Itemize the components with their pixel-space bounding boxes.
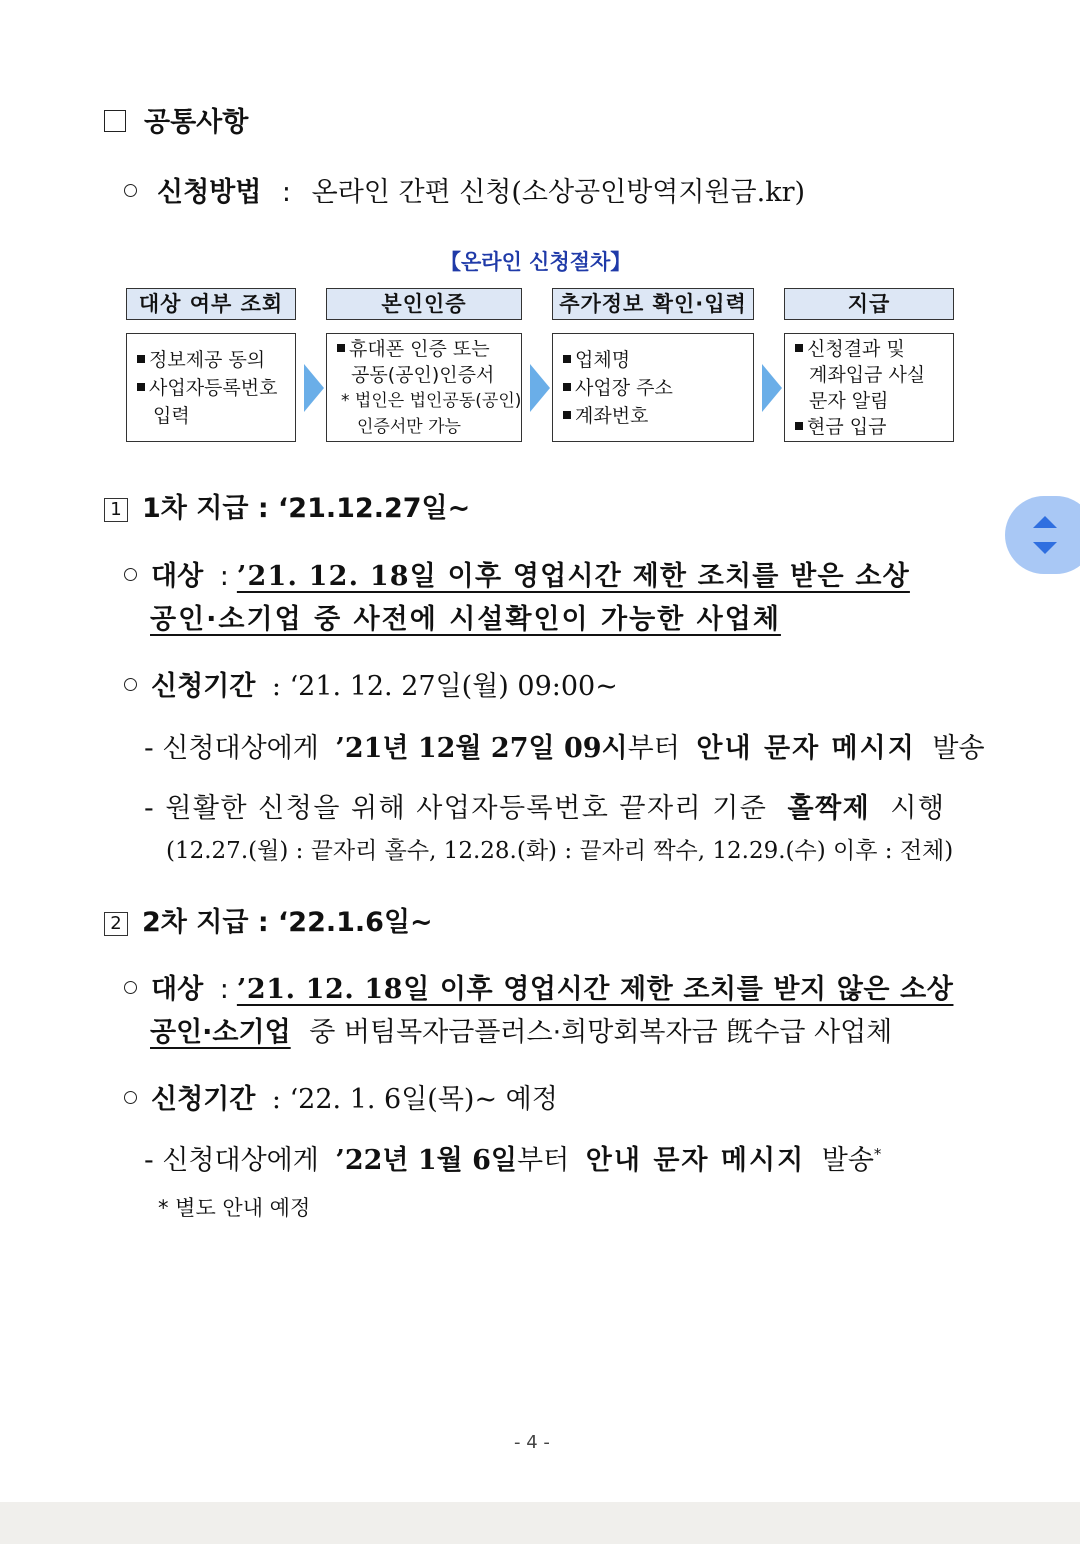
step-box-4 [784,333,954,442]
step-box-1 [126,333,296,442]
first-note2-line2: (12.27.(월) : 끝자리 홀수, 12.28.(화) : 끝자리 짝수, 12.29.(수) 이후 : 전체) [166,838,954,864]
step-box-2 [326,333,522,442]
step-header-1: 대상 여부 조회 [126,288,296,320]
circle-bullet-icon [124,678,137,691]
second-footnote: * 별도 안내 예정 [158,1196,311,1220]
first-target-line2: 공인·소기업 중 사전에 시설확인이 가능한 사업체 [150,604,781,635]
first-target-label: 대상 [151,561,204,592]
list-item: 계좌번호 [563,402,747,430]
up-down-arrows-icon [1015,496,1075,574]
method-line [124,170,805,209]
list-item: 휴대폰 인증 또는 [337,336,515,362]
arrow-right-icon [304,364,324,412]
square-bullet-icon [795,344,803,352]
second-target-line1: 대상 : ’21. 12. 18일 이후 영업시간 제한 조치를 받지 않은 소상 [124,967,953,1006]
first-period-line [124,664,618,703]
second-payment-title: 2차 지급 : ‘22.1.6일~ [142,907,433,938]
square-bullet-icon [137,355,145,363]
first-target-text-1: ’21. 12. 18일 이후 영업시간 제한 조치를 받은 소상 [236,561,910,592]
list-item: 계좌입금 사실 [809,364,926,386]
second-note1: - 신청대상에게 ’22년 1월 6일부터 안내 문자 메시지 발송* [144,1145,882,1176]
square-bullet-icon [337,344,345,352]
list-item: 사업장 주소 [563,374,747,402]
first-note2: - 원활한 신청을 위해 사업자등록번호 끝자리 기준 홀짝제 시행 [144,793,946,824]
second-period-label: 신청기간 [151,1084,256,1115]
section-common-title: 공통사항 [144,107,249,138]
first-period-label: 신청기간 [151,671,256,702]
arrow-right-icon [530,364,550,412]
list-item: 업체명 [563,346,747,374]
method-colon: : [281,177,292,208]
page-number: - 4 - [514,1432,550,1453]
circle-bullet-icon [124,568,137,581]
step-box-3 [552,333,754,442]
square-bullet-icon [563,383,571,391]
first-payment-heading [104,486,470,525]
square-checkbox-icon [104,110,126,132]
list-item: 정보제공 동의 [137,346,289,374]
method-label: 신청방법 [157,177,262,208]
second-target-text-1: ’21. 12. 18일 이후 영업시간 제한 조치를 받지 않은 소상 [236,974,954,1005]
number-box-2: 2 [104,912,128,936]
second-period-text: : ‘22. 1. 6일(목)~ 예정 [271,1084,558,1115]
second-payment-heading [104,900,433,939]
square-bullet-icon [795,422,803,430]
section-common-heading [104,100,248,139]
first-note1: - 신청대상에게 ’21년 12월 27일 09시부터 안내 문자 메시지 발송 [144,733,985,764]
scroll-navigation-button[interactable] [1005,496,1080,574]
second-target-label: 대상 [151,974,204,1005]
procedure-title: 【온라인 신청절차】 [440,250,632,274]
square-bullet-icon [563,411,571,419]
circle-bullet-icon [124,184,137,197]
arrow-right-icon [762,364,782,412]
list-item: 신청결과 및 [795,336,947,362]
list-item: 인증서만 가능 [357,417,461,437]
method-text: 온라인 간편 신청(소상공인방역지원금.kr) [311,177,806,208]
number-box-1: 1 [104,498,128,522]
circle-bullet-icon [124,1091,137,1104]
list-item: 현금 입금 [795,414,947,440]
list-item: 공동(공인)인증서 [351,364,495,386]
square-bullet-icon [137,383,145,391]
second-period-line [124,1077,558,1116]
bottom-bar [0,1502,1080,1544]
first-period-text: : ‘21. 12. 27일(월) 09:00~ [271,671,618,702]
list-item: 입력 [153,405,190,427]
first-payment-title: 1차 지급 : ‘21.12.27일~ [142,493,471,524]
list-item: * 법인은 법인공동(공인) [341,391,522,411]
circle-bullet-icon [124,981,137,994]
second-target-line2: 공인·소기업 중 버팀목자금플러스·희망회복자금 旣수급 사업체 [150,1017,893,1048]
step-header-4: 지급 [784,288,954,320]
first-target-line1: 대상 : ’21. 12. 18일 이후 영업시간 제한 조치를 받은 소상 [124,554,910,593]
step-header-3: 추가정보 확인·입력 [552,288,754,320]
list-item: 문자 알림 [809,390,889,412]
list-item: 사업자등록번호 [137,374,289,402]
square-bullet-icon [563,355,571,363]
step-header-2: 본인인증 [326,288,522,320]
